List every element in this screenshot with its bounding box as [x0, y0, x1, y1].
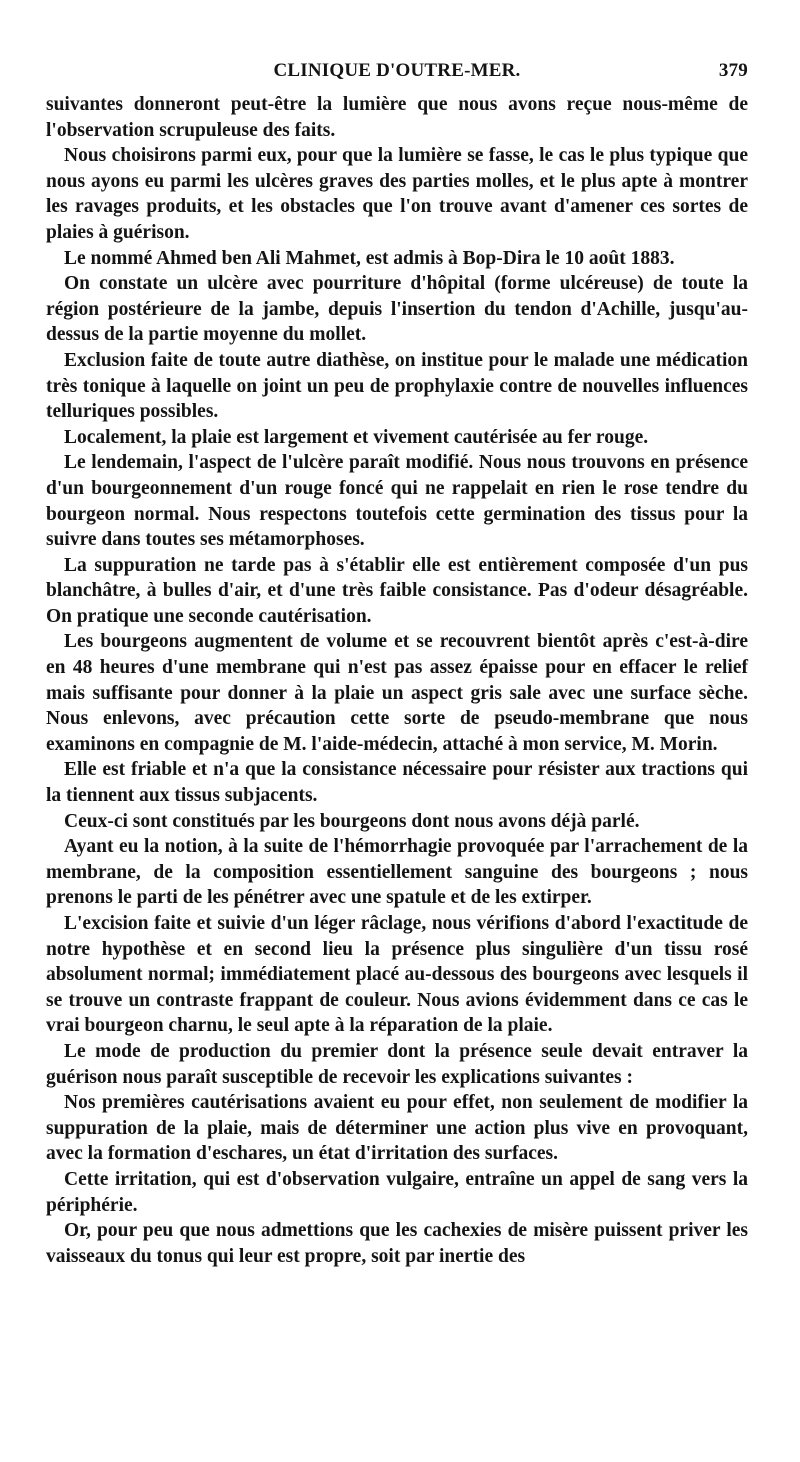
body-text — [46, 92, 748, 1269]
paragraph: L'excision faite et suivie d'un léger râclage, nous vérifions d'abord l'exactitude de notre hypothèse et en second lieu la présence plus singulière d'un tissu rosé absolument normal; immédiatement placé au-dessous des bourgeons avec lesquels il se trouve un contraste frappant de couleur. Nous avions évidemment dans ce cas le vrai bourgeon charnu, le seul apte à la réparation de la plaie. — [46, 913, 748, 1037]
paragraph: Exclusion faite de toute autre diathèse, on institue pour le malade une médication très tonique à laquelle on joint un peu de prophylaxie contre de nouvelles influences telluriques possibles. — [46, 349, 748, 423]
paragraph: On constate un ulcère avec pourriture d'hôpital (forme ulcéreuse) de toute la région postérieure de la jambe, depuis l'insertion du tendon d'Achille, jusqu'au-dessus de la partie moyenne du mollet. — [46, 273, 748, 346]
paragraph: La suppuration ne tarde pas à s'établir elle est entièrement composée d'un pus blanchâtre, à bulles d'air, et d'une très faible consistance. Pas d'odeur désagréable. On pratique une seconde cautérisation. — [46, 554, 748, 627]
paragraph: Les bourgeons augmentent de volume et se recouvrent bientôt après c'est-à-dire en 48 heures d'une membrane qui n'est pas assez épaisse pour en effacer le relief mais suffisante pour donner à la plaie un aspect gris sale avec une surface sèche. Nous enlevons, avec précaution cette sorte de pseudo-membrane que nous examinons en compagnie de M. l'aide-médecin, attaché à mon service, M. Morin. — [46, 631, 748, 755]
paragraph: Le lendemain, l'aspect de l'ulcère paraît modifié. Nous nous trouvons en présence d'un bourgeonnement d'un rouge foncé qui ne rappelait en rien le rose tendre du bourgeon normal. Nous respectons toutefois cette germination des tissus pour la suivre dans toutes ses métamorphoses. — [46, 452, 748, 551]
paragraph: Or, pour peu que nous admettions que les cachexies de misère puissent priver les vaisseaux du tonus qui leur est propre, soit par inertie des — [46, 1220, 748, 1267]
running-title: CLINIQUE D'OUTRE-MER. — [273, 60, 521, 81]
paragraph: Ceux-ci sont constitués par les bourgeons dont nous avons déjà parlé. — [64, 810, 640, 832]
paragraph: Elle est friable et n'a que la consistance nécessaire pour résister aux tractions qui la tiennent aux tissus subjacents. — [46, 759, 748, 807]
paragraph: Le nommé Ahmed ben Ali Mahmet, est admis à Bop-Dira le 10 août 1883. — [64, 247, 675, 269]
paragraph: Nous choisirons parmi eux, pour que la lumière se fasse, le cas le plus typique que nous ayons eu parmi les ulcères graves des parties molles, et le plus apte à montrer les ravages produits, et les obstacles que l'on trouve avant d'amener ces sortes de plaies à guérison. — [46, 145, 748, 243]
page-number: 379 — [718, 60, 748, 81]
paragraph: Le mode de production du premier dont la présence seule devait entraver la guérison nous paraît susceptible de recevoir les explications suivantes : — [46, 1040, 748, 1088]
paragraph: Localement, la plaie est largement et vivement cautérisée au fer rouge. — [64, 426, 649, 448]
paragraph: Nos premières cautérisations avaient eu pour effet, non seulement de modifier la suppuration de la plaie, mais de déterminer une action plus vive en provoquant, avec la formation d'eschares, un état d'irritation des surfaces. — [46, 1092, 748, 1165]
running-header — [46, 60, 748, 90]
paragraph: suivantes donneront peut-être la lumière que nous avons reçue nous-même de l'observation scrupuleuse des faits. — [46, 94, 748, 141]
paragraph: Ayant eu la notion, à la suite de l'hémorrhagie provoquée par l'arrachement de la membrane, de la composition essentiellement sanguine des bourgeons ; nous prenons le parti de les pénétrer avec une spatule et de les extirper. — [46, 836, 748, 909]
paragraph: Cette irritation, qui est d'observation vulgaire, entraîne un appel de sang vers la périphérie. — [46, 1168, 748, 1216]
